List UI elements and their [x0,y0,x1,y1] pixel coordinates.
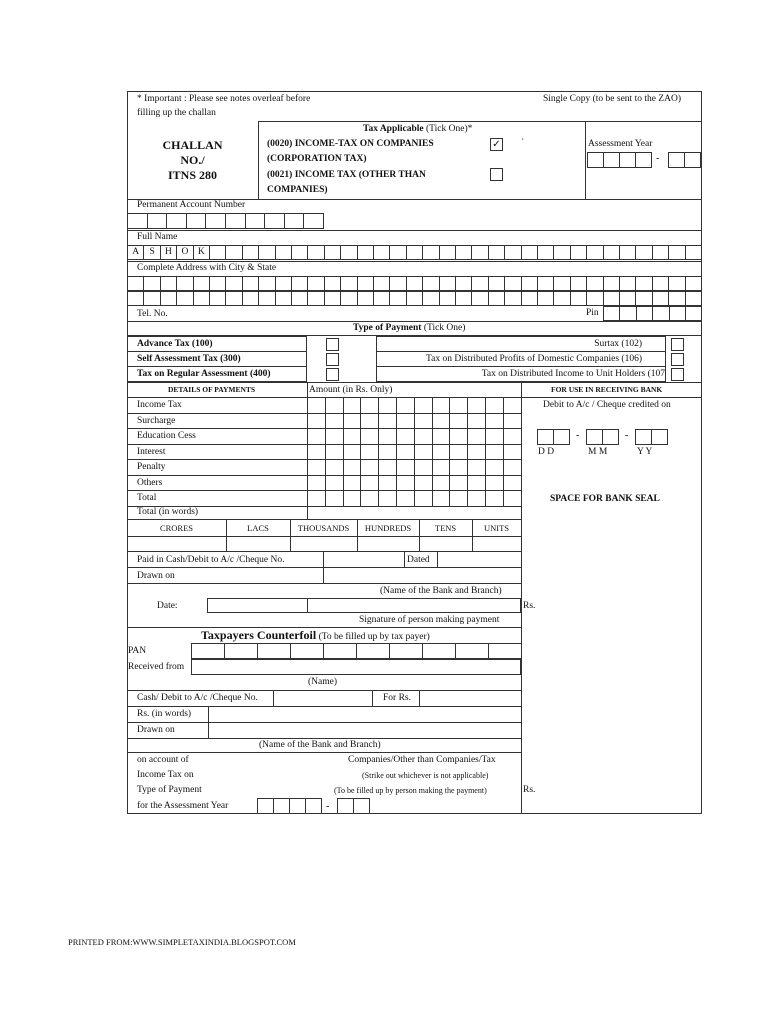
amount-grid-line [449,397,450,506]
copy-note: Single Copy (to be sent to the ZAO) [543,94,681,104]
address-box[interactable] [160,276,177,291]
distributed-income-label: Tax on Distributed Income to Unit Holders (107 [481,369,665,379]
debit-credited-label: Debit to A/c / Cheque credited on [543,400,671,410]
address-box[interactable] [127,276,144,291]
amount-grid-line [396,397,397,506]
rs-in-words-label: Rs. (in words) [137,709,192,719]
payment-row-label: Education Cess [137,431,196,441]
denomination-header: HUNDREDS [364,523,412,533]
bank-branch-label: (Name of the Bank and Branch) [380,586,502,596]
address-box[interactable] [193,291,210,306]
tax-applicable-heading: Tax Applicable (Tick One)* [363,124,473,134]
counterfoil-pan-box[interactable] [290,643,324,659]
bank-date-dash-2: - [625,430,629,441]
pin-label: Pin [586,308,599,318]
address-box[interactable] [586,276,603,291]
address-box[interactable] [537,276,554,291]
address-box[interactable] [488,276,505,291]
signature-label: Signature of person making payment [359,615,500,625]
address-box[interactable] [209,276,226,291]
address-box[interactable] [242,291,259,306]
full-name-box[interactable] [225,245,242,260]
payment-row-label: Others [137,477,163,488]
full-name-box[interactable] [635,245,652,260]
date-label: Date: [157,601,178,611]
address-box[interactable] [685,276,702,291]
address-box[interactable] [291,276,308,291]
full-name-box[interactable] [439,245,456,260]
pan-box[interactable] [127,213,148,229]
full-name-box[interactable] [668,245,685,260]
amount-grid-line [343,397,344,506]
full-name-box[interactable] [389,245,406,260]
bank-date-box[interactable] [586,429,603,445]
address-box[interactable] [307,291,324,306]
counterfoil-assessment-year-label: for the Assessment Year [137,801,229,811]
pan-box[interactable] [225,213,246,229]
counterfoil-ay-dash: - [326,801,330,812]
full-name-label: Full Name [137,232,178,242]
pan-box[interactable] [166,213,187,229]
counterfoil-ay-box[interactable] [353,798,370,814]
address-box[interactable] [406,276,423,291]
full-name-box[interactable] [619,245,636,260]
details-of-payments-title: DETAILS OF PAYMENTS [168,385,256,394]
address-box[interactable] [357,276,374,291]
counterfoil-pan-box[interactable] [389,643,423,659]
address-box[interactable] [635,276,652,291]
pan-box[interactable] [147,213,168,229]
address-box[interactable] [619,291,636,306]
stray-mark: ` [521,138,525,148]
address-box[interactable] [406,291,423,306]
received-from-label: Received from [128,662,185,672]
address-box[interactable] [225,276,242,291]
counterfoil-pan-box[interactable] [224,643,258,659]
denomination-header: TENS [434,523,457,533]
address-box[interactable] [324,291,341,306]
challan-title-no: NO./ [180,153,205,167]
paid-by-label: Paid in Cash/Debit to A/c /Cheque No. [137,555,285,565]
address-box[interactable] [504,291,521,306]
address-box[interactable] [422,291,439,306]
important-note-cont: filling up the challan [137,108,216,118]
address-box[interactable] [652,276,669,291]
address-box[interactable] [193,276,210,291]
address-box[interactable] [619,276,636,291]
full-name-box[interactable] [422,245,439,260]
address-box[interactable] [176,276,193,291]
filled-by-note: (To be filled up by person making the payment) [334,786,487,795]
payment-row-label: Income Tax [137,400,182,410]
full-name-box[interactable] [537,245,554,260]
amount-grid-line [325,397,326,506]
address-box[interactable] [422,276,439,291]
self-assessment-label: Self Assessment Tax (300) [137,354,241,364]
full-name-box[interactable] [488,245,505,260]
receiving-bank-title: FOR USE IN RECEIVING BANK [551,385,663,394]
full-name-box[interactable]: A [127,245,144,260]
counterfoil-pan-box[interactable] [422,643,456,659]
address-box[interactable] [340,291,357,306]
address-box[interactable] [357,291,374,306]
amount-grid-line [307,397,308,506]
address-box[interactable] [373,291,390,306]
address-box[interactable] [389,276,406,291]
pan-box[interactable] [284,213,305,229]
address-box[interactable] [521,291,538,306]
important-note: * Important : Please see notes overleaf before [137,94,311,104]
received-from-field[interactable] [191,659,521,675]
counterfoil-heading: Taxpayers Counterfoil (To be filled up by tax payer) [201,628,430,642]
denomination-header: THOUSANDS [297,523,350,533]
counterfoil-pan-box[interactable] [323,643,357,659]
address-box[interactable] [258,291,275,306]
rs-label-2: Rs. [523,785,536,795]
amount-grid-line [521,397,522,506]
address-box[interactable] [176,291,193,306]
bank-date-box[interactable] [602,429,619,445]
counterfoil-pan-box[interactable] [257,643,291,659]
pin-box[interactable] [636,306,653,321]
address-box[interactable] [143,291,160,306]
option-0020-checkbox[interactable]: ✓ [490,138,503,151]
counterfoil-bank-branch: (Name of the Bank and Branch) [259,740,381,750]
type-of-payment-label: Type of Payment [137,785,202,795]
address-box[interactable] [570,291,587,306]
amount-grid-line [432,397,433,506]
on-account-label: on account of [137,755,189,765]
full-name-box[interactable] [307,245,324,260]
denomination-header: CRORES [159,523,194,533]
printed-from-footer: PRINTED FROM:WWW.SIMPLETAXINDIA.BLOGSPOT.COM [68,937,296,947]
address-box[interactable] [668,276,685,291]
bank-date-mm: M M [588,447,608,457]
amount-title: Amount (in Rs. Only) [309,385,393,395]
address-box[interactable] [668,291,685,306]
total-in-words-label: Total (in words) [137,507,199,517]
full-name-box[interactable] [455,245,472,260]
full-name-box[interactable] [373,245,390,260]
address-box[interactable] [603,276,620,291]
full-name-box[interactable] [685,245,702,260]
date-field[interactable] [207,598,521,613]
pan-box[interactable] [303,213,324,229]
full-name-box[interactable]: H [160,245,177,260]
pin-box[interactable] [652,306,669,321]
full-name-box[interactable] [586,245,603,260]
assessment-year-dash: - [656,153,660,164]
address-box[interactable] [242,276,259,291]
challan-title-itns: ITNS 280 [167,168,217,182]
advance-tax-checkbox[interactable] [326,338,339,351]
counterfoil-ay-box[interactable] [305,798,322,814]
bank-date-box[interactable] [537,429,554,445]
tel-label: Tel. No. [137,309,168,319]
pan-box[interactable] [186,213,207,229]
address-box[interactable] [143,276,160,291]
pin-box[interactable] [669,306,686,321]
counterfoil-name-label: (Name) [308,677,338,687]
full-name-box[interactable] [340,245,357,260]
option-0021: (0021) INCOME TAX (OTHER THAN [267,170,426,180]
full-name-box[interactable] [553,245,570,260]
assessment-year-box[interactable] [635,152,652,168]
address-box[interactable] [553,276,570,291]
bank-date-yy: Y Y [637,447,653,457]
pan-box[interactable] [264,213,285,229]
address-box[interactable] [439,276,456,291]
bank-date-dd: D D [538,447,555,457]
bank-date-dash-1: - [576,430,580,441]
type-of-payment-heading: Type of Payment (Tick One) [353,323,466,333]
income-tax-on-label: Income Tax on [137,770,194,780]
counterfoil-drawn-on-label: Drawn on [137,725,175,735]
regular-assessment-label: Tax on Regular Assessment (400) [137,369,271,379]
counterfoil-pan-box[interactable] [356,643,390,659]
address-box[interactable] [652,291,669,306]
address-box[interactable] [504,276,521,291]
assessment-year-box[interactable] [684,152,701,168]
assessment-year-box[interactable] [619,152,636,168]
address-label: Complete Address with City & State [137,263,277,273]
pin-box[interactable] [685,306,702,321]
address-box[interactable] [521,276,538,291]
full-name-box[interactable] [406,245,423,260]
full-name-box[interactable]: O [176,245,193,260]
address-box[interactable] [685,291,702,306]
pan-box[interactable] [205,213,226,229]
address-box[interactable] [488,291,505,306]
regular-assessment-checkbox[interactable] [326,368,339,381]
full-name-box[interactable]: S [143,245,160,260]
full-name-box[interactable] [242,245,259,260]
full-name-box[interactable] [209,245,226,260]
distributed-profits-label: Tax on Distributed Profits of Domestic Companies (106) [426,354,642,364]
address-box[interactable] [635,291,652,306]
pan-box[interactable] [245,213,266,229]
full-name-box[interactable] [324,245,341,260]
address-box[interactable] [439,291,456,306]
counterfoil-pan-box[interactable] [488,643,522,659]
full-name-box[interactable] [504,245,521,260]
address-box[interactable] [586,291,603,306]
address-box[interactable] [209,291,226,306]
self-assessment-checkbox[interactable] [326,353,339,366]
amount-grid-line [485,397,486,506]
counterfoil-ay-box[interactable] [289,798,306,814]
payment-row-label: Total [137,493,157,503]
amount-grid-line [360,397,361,506]
address-box[interactable] [275,276,292,291]
denomination-header: LACS [247,523,269,533]
full-name-box[interactable] [291,245,308,260]
counterfoil-pan-box[interactable] [191,643,225,659]
address-box[interactable] [553,291,570,306]
surtax-label: Surtax (102) [594,339,642,349]
full-name-box[interactable] [570,245,587,260]
counterfoil-ay-box[interactable] [337,798,354,814]
amount-grid-line [378,397,379,506]
counterfoil-ay-box[interactable] [273,798,290,814]
address-box[interactable] [307,276,324,291]
address-box[interactable] [537,291,554,306]
option-0020-sub: (CORPORATION TAX) [267,154,367,164]
bank-date-box[interactable] [553,429,570,445]
assessment-year-box[interactable] [587,152,604,168]
assessment-year-box[interactable] [603,152,620,168]
full-name-box[interactable] [521,245,538,260]
counterfoil-pan-label: PAN [128,646,147,656]
address-box[interactable] [455,291,472,306]
full-name-box[interactable] [357,245,374,260]
address-box[interactable] [291,291,308,306]
distributed-income-checkbox[interactable] [671,368,684,381]
address-box[interactable] [324,276,341,291]
assessment-year-box[interactable] [668,152,685,168]
full-name-box[interactable] [471,245,488,260]
advance-tax-label: Advance Tax (100) [137,339,213,349]
address-box[interactable] [258,276,275,291]
counterfoil-pan-box[interactable] [455,643,489,659]
amount-grid-line [503,397,504,506]
pan-label: Permanent Account Number [137,200,246,210]
drawn-on-label: Drawn on [137,571,175,581]
option-0021-sub: COMPANIES) [267,185,328,195]
full-name-box[interactable] [652,245,669,260]
companies-label: Companies/Other than Companies/Tax [348,755,496,765]
rs-label-1: Rs. [523,601,536,611]
address-box[interactable] [127,291,144,306]
bank-seal-space: SPACE FOR BANK SEAL [550,494,660,504]
address-box[interactable] [373,276,390,291]
counterfoil-ay-box[interactable] [257,798,274,814]
payment-row-label: Surcharge [137,415,176,426]
option-0020: (0020) INCOME-TAX ON COMPANIES [267,139,434,149]
pin-box[interactable] [603,306,620,321]
denomination-header: UNITS [483,523,510,533]
surtax-checkbox[interactable] [671,338,684,351]
address-box[interactable] [225,291,242,306]
address-box[interactable] [471,291,488,306]
for-rs-label: For Rs. [383,693,411,703]
dated-label: Dated [407,555,430,565]
full-name-box[interactable]: K [193,245,210,260]
address-box[interactable] [603,291,620,306]
full-name-box[interactable] [258,245,275,260]
challan-title: CHALLAN [162,138,223,152]
full-name-box[interactable] [275,245,292,260]
assessment-year-label: Assessment Year [588,139,653,149]
pin-box[interactable] [619,306,636,321]
amount-grid-line [414,397,415,506]
address-box[interactable] [570,276,587,291]
payment-row-label: Penalty [137,462,166,472]
address-box[interactable] [340,276,357,291]
payment-row-label: Interest [137,446,166,457]
address-box[interactable] [275,291,292,306]
full-name-box[interactable] [603,245,620,260]
address-box[interactable] [389,291,406,306]
amount-grid-line [467,397,468,506]
address-box[interactable] [455,276,472,291]
cash-debit-label: Cash/ Debit to A/c /Cheque No. [137,693,258,703]
address-box[interactable] [160,291,177,306]
address-box[interactable] [471,276,488,291]
option-0021-checkbox[interactable] [490,168,503,181]
distributed-profits-checkbox[interactable] [671,353,684,366]
bank-date-box[interactable] [651,429,668,445]
bank-date-box[interactable] [635,429,652,445]
strike-out-note: (Strike out whichever is not applicable) [362,771,489,780]
